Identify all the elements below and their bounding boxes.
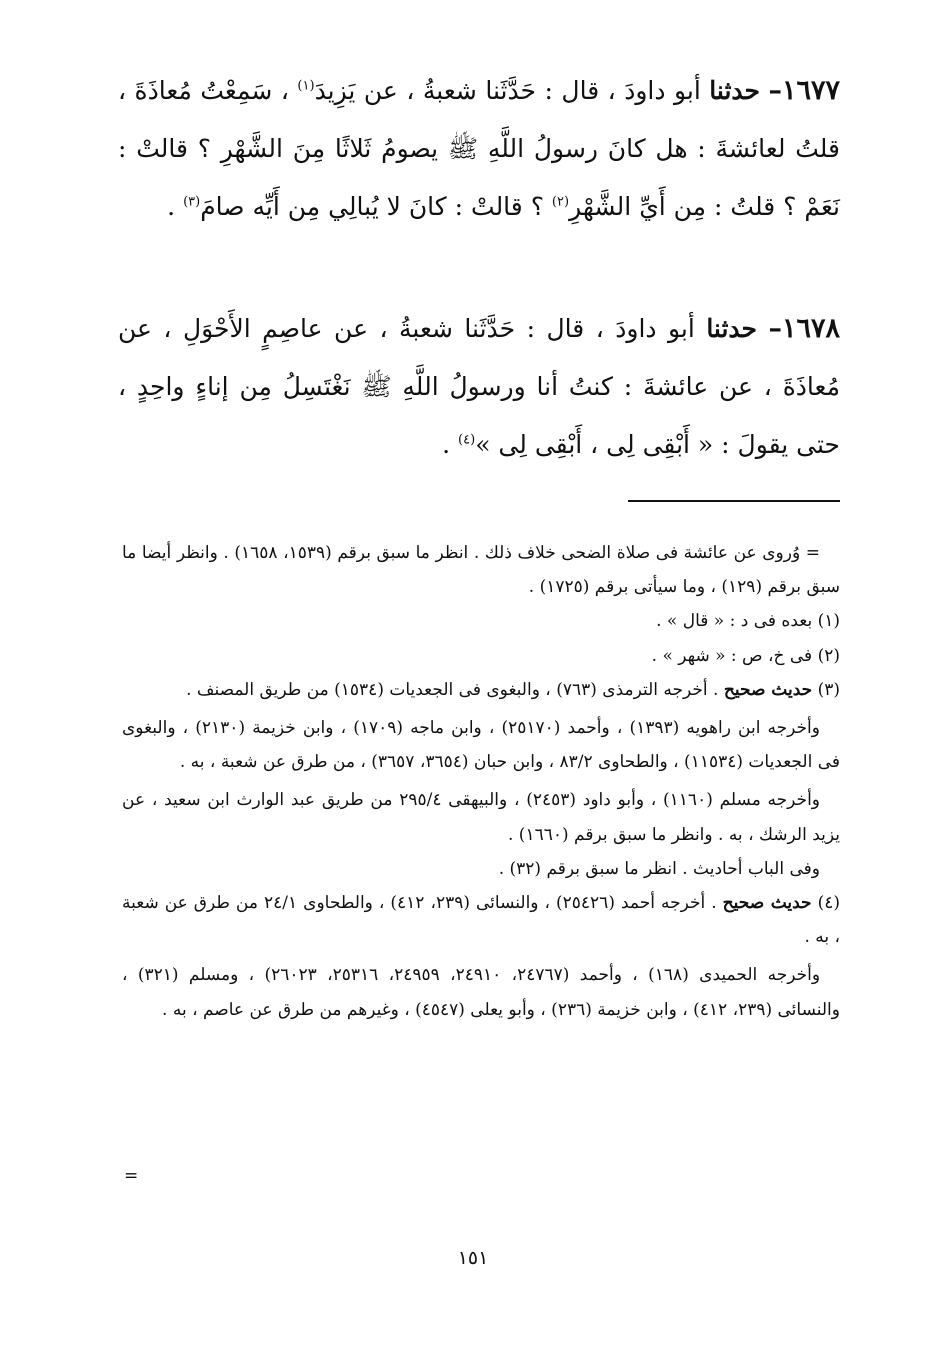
page-number: ١٥١ [457, 1247, 489, 1269]
continuation-mark: = [124, 1166, 139, 1186]
footnote-ref-1: (١) [297, 78, 315, 94]
hadith-1677 [118, 62, 840, 236]
hadith-dash: – [768, 313, 782, 344]
footnote-divider [628, 500, 840, 502]
footnote-3-para-3: وأخرجه مسلم (١١٦٠) ، وأبو داود (٢٤٥٣) ، والبيهقى ٢٩٥/٤ من طريق عبد الوارث ابن سعيد ، عن يزيد الرشك ، به . وانظر ما سبق برقم (١٦٦٠) . [122, 790, 840, 845]
hadith-text: ؟ قالتْ : كانَ لا يُبالِي مِن أَيِّه صامَ [200, 192, 544, 221]
footnote-3-text: . أخرجه الترمذى (٧٦٣) ، والبغوى فى الجعديات (١٥٣٤) من طريق المصنف . [186, 679, 719, 700]
footnote-ref-2: (٢) [551, 194, 570, 210]
hadith-lead-word: حدثنا [706, 314, 758, 343]
footnote-3-grade: حديث صحيح [723, 679, 813, 700]
footnotes [122, 536, 840, 1027]
footnote-4 [122, 886, 840, 954]
hadith-text: . [442, 430, 451, 459]
footnote-4-number: (٤) [817, 893, 841, 914]
hadith-text: ، سَمِعْتُ مُعاذَةَ ، قلتُ لعائشةَ : هل كانَ رسولُ اللَّهِ ﷺ يصومُ ثَلاثًا مِنَ الشَّهْرِ ؟ قالتْ : نَعَمْ ؟ قلتُ : مِن أَيِّ الشَّهْرِ [118, 76, 840, 221]
footnote-4-text: . أخرجه أحمد (٢٥٤٢٦) ، والنسائى (٢٣٩، ٤١٢) ، والطحاوى ٢٤/١ من طرق عن شعبة ، به . [122, 893, 840, 948]
hadith-lead-word: حدثنا [709, 76, 760, 105]
footnote-2: (٢) فى خ، ص : « شهر » . [651, 645, 840, 666]
hadith-text: . [167, 192, 176, 221]
footnote-ref-4: (٤) [458, 432, 476, 448]
footnote-3-para-4: وفى الباب أحاديث . انظر ما سبق برقم (٣٢) . [498, 858, 820, 879]
footnote-1: (١) بعده فى د : « قال » . [656, 611, 840, 632]
footnote-3-para-2: وأخرجه ابن راهويه (١٣٩٣) ، وأحمد (٢٥١٧٠) ، وابن ماجه (١٧٠٩) ، وابن خزيمة (٢١٣٠) ، والبغوى فى الجعديات (١١٥٣٤) ، والطحاوى ٨٣/٢ ، وابن حبان (٣٦٥٤، ٣٦٥٧) ، من طرق عن شعبة ، به . [122, 718, 840, 773]
hadith-text: أبو داودَ ، قال : حَدَّثَنا شعبةُ ، عن يَزِيدَ [314, 76, 701, 105]
footnote-3-number: (٣) [817, 679, 840, 700]
footnote-4-para-2: وأخرجه الحميدى (١٦٨) ، وأحمد (٢٤٧٦٧، ٢٤٩١٠، ٢٤٩٥٩، ٢٥٣١٦، ٢٦٠٢٣) ، ومسلم (٣٢١) ، والنسائى (٢٣٩، ٤١٢) ، وابن خزيمة (٢٣٦) ، وأبو يعلى (٤٥٤٧) ، وغيرهم من طرق عن عاصم ، به . [122, 965, 840, 1020]
footnote-ref-3: (٣) [183, 194, 201, 210]
footnote-carry-over: = وُروى عن عائشة فى صلاة الضحى خلاف ذلك . انظر ما سبق برقم (١٥٣٩، ١٦٥٨) . وانظر أيضا ما سبق برقم (١٢٩) ، وما سيأتى برقم (١٧٢٥) . [122, 543, 840, 598]
hadith-number: ١٦٧٨ [782, 313, 841, 344]
footnote-4-grade: حديث صحيح [722, 893, 812, 914]
hadith-dash: – [768, 75, 782, 106]
hadith-text: أبو داودَ ، قال : حَدَّثَنا شعبةُ ، عن عاصِمٍ الأَحْوَلِ ، عن مُعاذَةَ ، عن عائشةَ : كنتُ أنا ورسولُ اللَّهِ ﷺ نَغْتَسِلُ مِن إناءٍ واحِدٍ ، حتى يقولَ : « أَبْقِى لِى ، أَبْقِى لِى » [118, 314, 840, 459]
hadith-number: ١٦٧٧ [782, 75, 841, 106]
hadith-1678 [118, 300, 840, 474]
footnote-3 [122, 673, 840, 707]
